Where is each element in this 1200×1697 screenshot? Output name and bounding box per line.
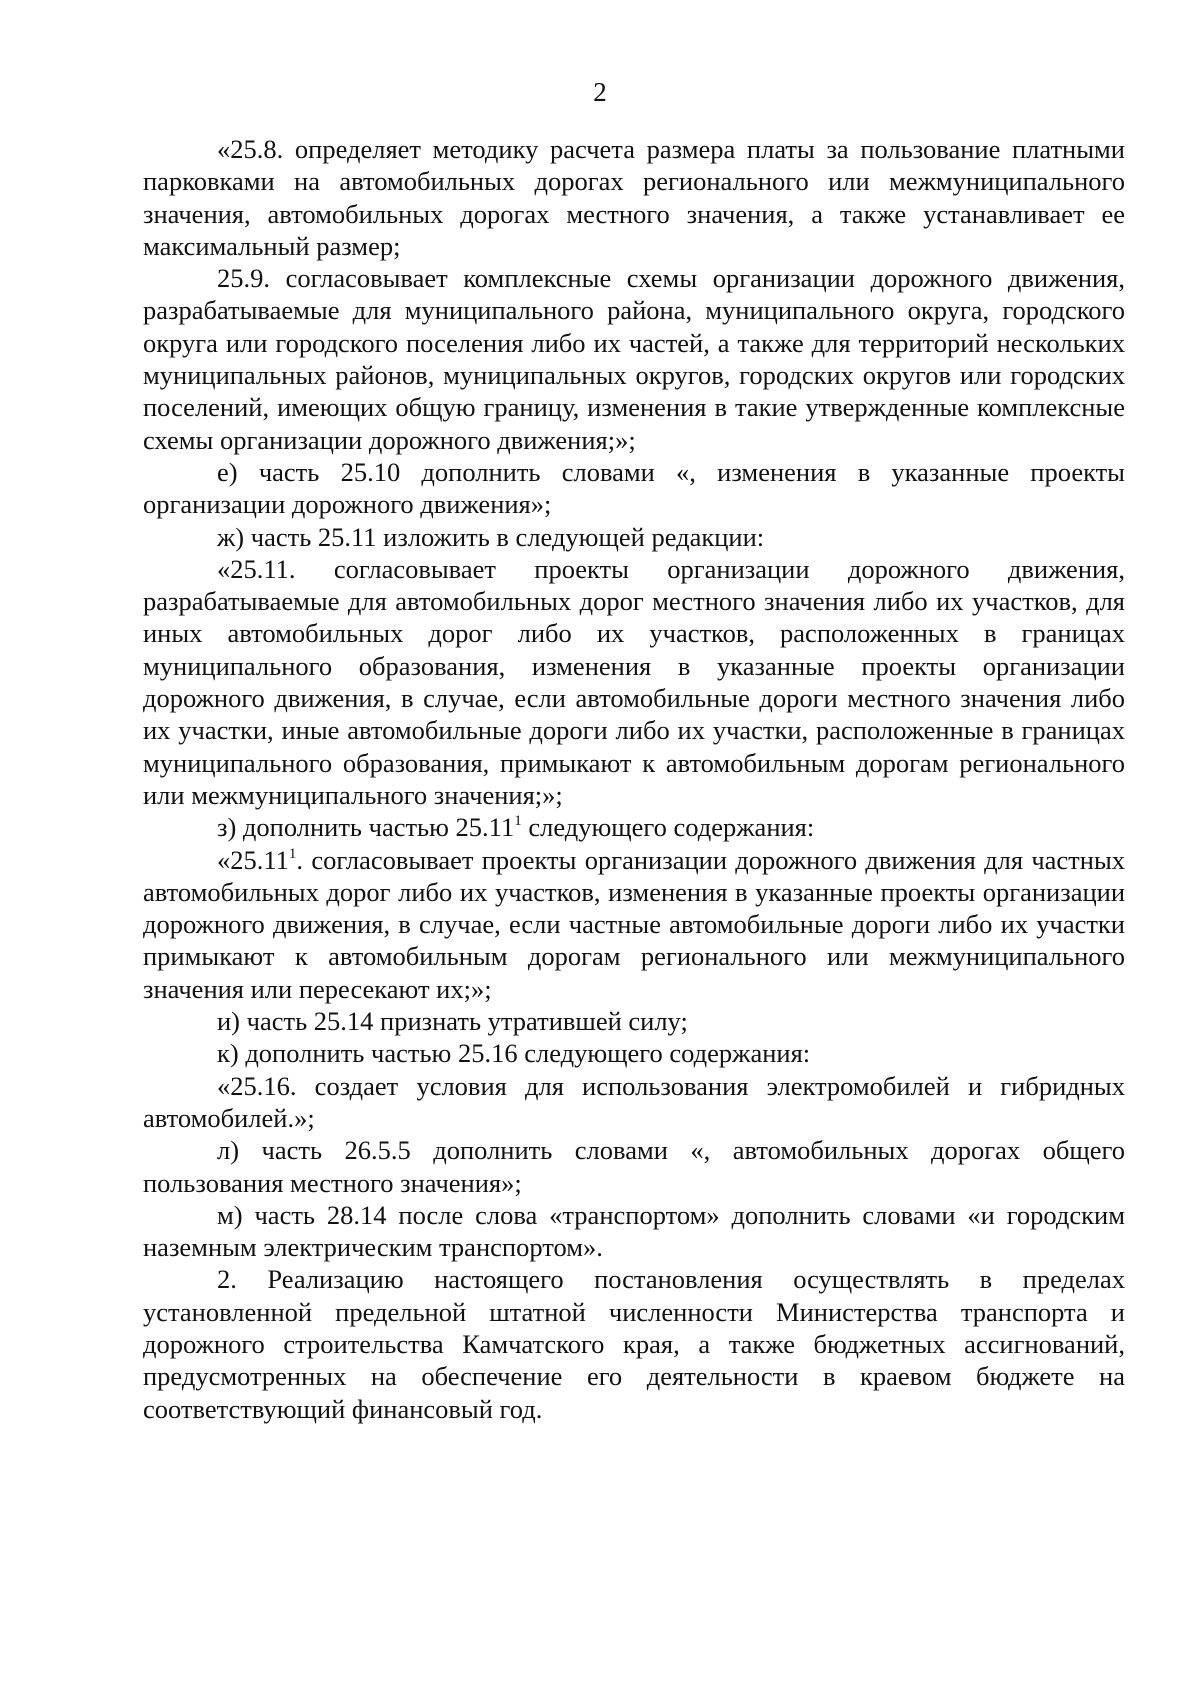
paragraph-z: [143, 811, 1125, 843]
paragraph-2-implementation: 2. Реализацию настоящего постановления осуществлять в пределах установленной предельной штатной численности Министерства транспорта и дорожного строительства Камчатского края, а также бюджетных ассигнований, предусмотренных на обеспечение его деятельности в краевом бюджете на соответствующий финансовый год.: [143, 1264, 1125, 1424]
paragraph-z-text-end: следующего содержания:: [521, 812, 815, 843]
paragraph-25-11-1-text: . согласовывает проекты организации дорожного движения для частных автомобильных дорог либо их участков, изменения в указанные проекты организации дорожного движения, в случае, если частные автомобильные дороги либо их участки примыкают к автомобильным дорогам регионального или межмуниципального значения или пересекают их;»;: [143, 844, 1125, 1004]
paragraph-25-9: 25.9. согласовывает комплексные схемы организации дорожного движения, разрабатываемые для муниципального района, муниципального округа, городского округа или городского поселения либо их частей, а также для территорий нескольких муниципальных районов, муниципальных округов, городских округов или городских поселений, имеющих общую границу, изменения в такие утвержденные комплексные схемы организации дорожного движения;»;: [143, 263, 1125, 455]
page-number: 2: [593, 77, 607, 107]
paragraph-25-11-1: [143, 844, 1125, 1005]
paragraph-k: к) дополнить частью 25.16 следующего содержания:: [217, 1038, 811, 1069]
superscript-marker: 1: [288, 845, 297, 862]
paragraph-l: л) часть 26.5.5 дополнить словами «, автомобильных дорогах общего пользования местного значения»;: [143, 1135, 1125, 1198]
superscript-marker: 1: [514, 813, 522, 830]
paragraph-25-8: «25.8. определяет методику расчета размера платы за пользование платными парковками на автомобильных дорогах регионального или межмуниципального значения, автомобильных дорогах местного значения, а также устанавливает ее максимальный размер;: [143, 134, 1125, 261]
paragraph-i: и) часть 25.14 признать утратившей силу;: [217, 1006, 688, 1037]
document-body: [143, 133, 1125, 1425]
paragraph-25-16: «25.16. создает условия для использования электромобилей и гибридных автомобилей.»;: [143, 1070, 1125, 1133]
paragraph-zh: ж) часть 25.11 изложить в следующей редакции:: [217, 521, 765, 552]
paragraph-e: е) часть 25.10 дополнить словами «, изменения в указанные проекты организации дорожного движения»;: [143, 456, 1125, 520]
paragraph-25-11: «25.11. согласовывает проекты организации дорожного движения, разрабатываемые для автомобильных дорог местного значения либо их участков, для иных автомобильных дорог либо их участков, расположенных в границах муниципального образования, изменения в указанные проекты организации дорожного движения, в случае, если автомобильные дороги местного значения либо их участки, иные автомобильные дороги либо их участки, расположенные в границах муниципального образования, примыкают к автомобильным дорогам регионального или межмуниципального значения;»;: [143, 553, 1125, 810]
paragraph-z-text-start: з) дополнить частью 25.11: [217, 812, 515, 843]
paragraph-25-11-1-number: «25.11: [217, 844, 289, 875]
paragraph-m: м) часть 28.14 после слова «транспортом» дополнить словами «и городским наземным электрическим транспортом».: [143, 1199, 1125, 1263]
